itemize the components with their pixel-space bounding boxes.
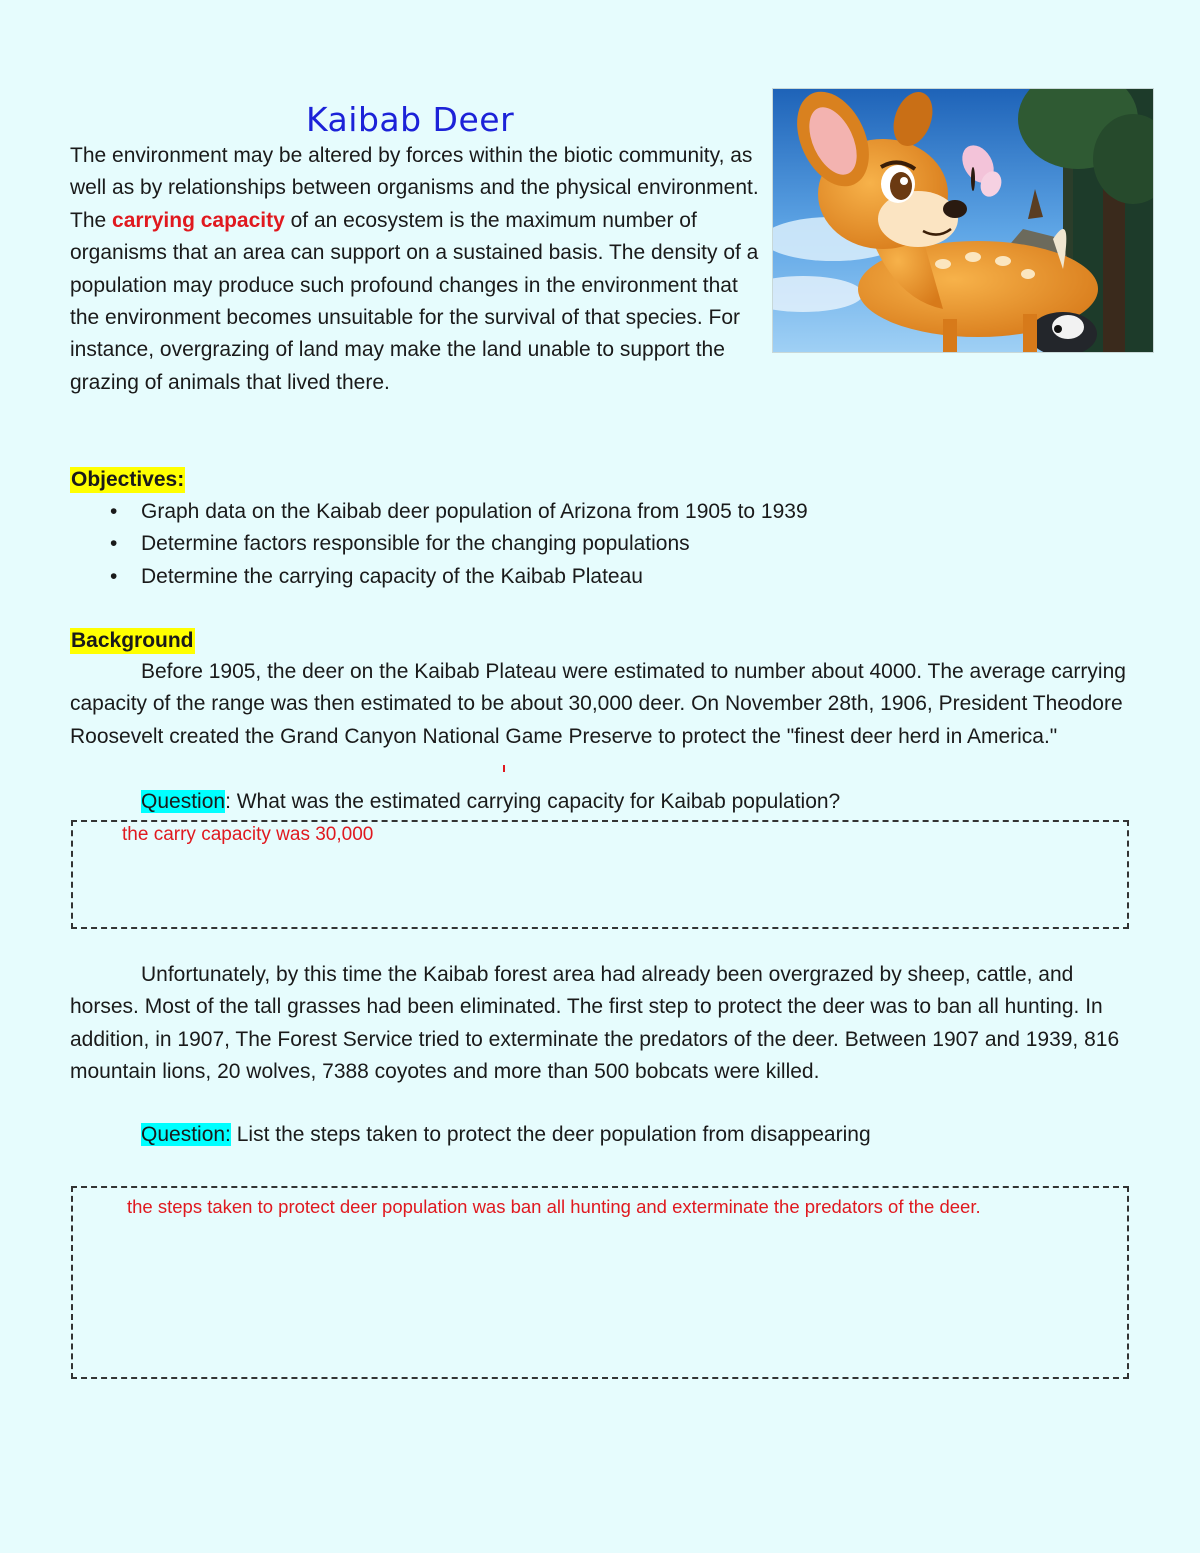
question-2-text: List the steps taken to protect the deer population from disappearing bbox=[230, 1123, 871, 1146]
intro-paragraph bbox=[70, 140, 760, 399]
question-2-label: Question: bbox=[141, 1123, 231, 1146]
page-title: Kaibab Deer bbox=[306, 100, 515, 139]
background-heading: Background bbox=[71, 629, 194, 652]
question-1-label: Question bbox=[141, 790, 226, 813]
background-paragraph-1: Before 1905, the deer on the Kaibab Plateau were estimated to number about 4000. The average carrying capacity of the range was then estimated to be about 30,000 deer. On November 28th, 1906, President Theodore Roosevelt created the Grand Canyon National Game Preserve to protect the "finest deer herd in America." bbox=[70, 660, 1126, 748]
deer-cartoon-image bbox=[772, 88, 1154, 353]
objectives-heading: Objectives: bbox=[71, 468, 185, 491]
question-1-text: : What was the estimated carrying capacity for Kaibab population? bbox=[225, 790, 841, 813]
question-1 bbox=[70, 786, 1130, 818]
answer-2-text: the steps taken to protect deer population was ban all hunting and exterminate the predators of the deer. bbox=[127, 1196, 981, 1217]
comment-marker bbox=[503, 765, 505, 772]
carrying-capacity-term: carrying capacity bbox=[112, 208, 285, 232]
intro-text-1: The environment may be altered by forces within the biotic community, as well as by relationships between organisms and the physical environment. The bbox=[70, 144, 759, 232]
bullet-icon: • bbox=[110, 532, 118, 556]
bullet-icon: • bbox=[110, 564, 118, 588]
question-2 bbox=[70, 1119, 1130, 1151]
list-item: • Determine the carrying capacity of the Kaibab Plateau bbox=[70, 561, 1130, 593]
bullet-icon: • bbox=[110, 500, 118, 523]
answer-1-text: the carry capacity was 30,000 bbox=[122, 824, 374, 845]
objectives-list bbox=[70, 496, 1130, 593]
list-item: • Graph data on the Kaibab deer population of Arizona from 1905 to 1939 bbox=[70, 496, 1130, 528]
background-paragraph-2: Unfortunately, by this time the Kaibab forest area had already been overgrazed by sheep, cattle, and horses. Most of the tall grasses had been eliminated. The first step to protect the deer was to ban all hunting. In addition, in 1907, The Forest Service tried to exterminate the predators of the deer. Between 1907 and 1939, 816 mountain lions, 20 wolves, 7388 coyotes and more than 500 bobcats were killed. bbox=[70, 963, 1120, 1084]
list-item: • Determine factors responsible for the changing populations bbox=[70, 528, 1130, 560]
intro-text-2: of an ecosystem is the maximum number of organisms that an area can support on a sustained basis. The density of a population may produce such profound changes in the environment that the environment becomes unsuitable for the survival of that species. For instance, overgrazing of land may make the land unable to support the grazing of animals that lived there. bbox=[70, 208, 759, 394]
